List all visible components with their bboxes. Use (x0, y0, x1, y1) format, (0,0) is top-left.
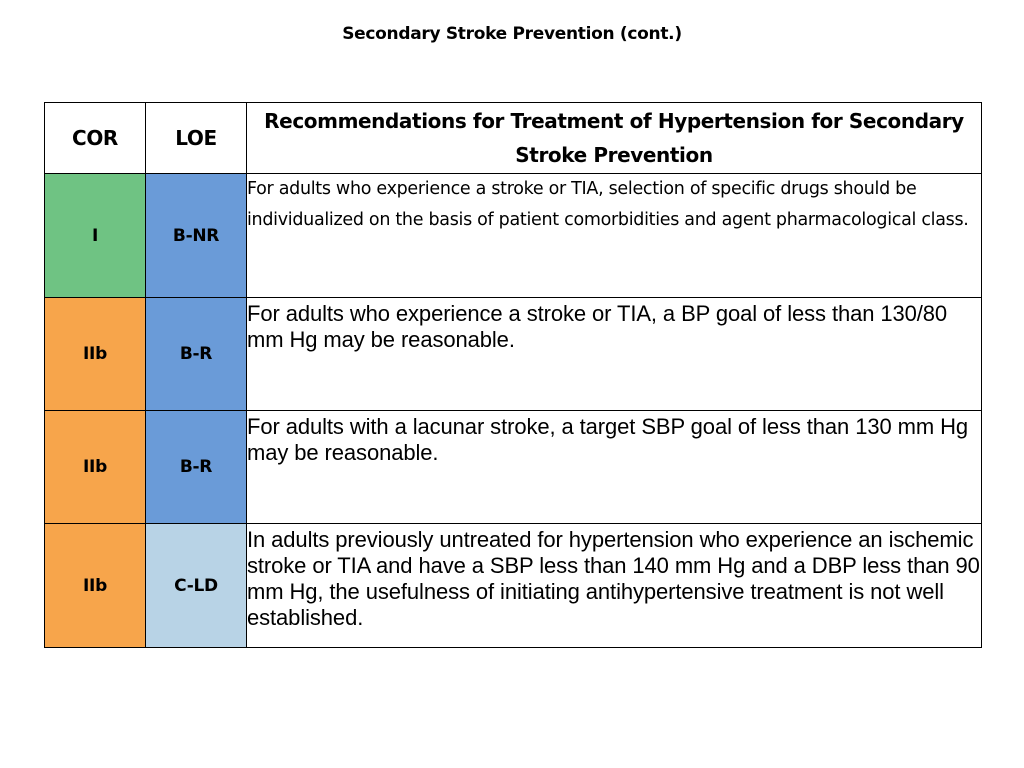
recommendation-text: For adults who experience a stroke or TIA, a BP goal of less than 130/80 mm Hg may be reasonable. (247, 301, 948, 352)
header-loe: LOE (146, 103, 247, 174)
loe-cell: B-R (146, 411, 247, 524)
cor-cell: IIb (45, 524, 146, 648)
cor-cell: IIb (45, 411, 146, 524)
recommendation-text: For adults who experience a stroke or TIA, selection of specific drugs should be individualized on the basis of patient comorbidities and agent pharmacological class. (247, 179, 969, 230)
recommendation-cell (247, 298, 982, 411)
table-row (45, 174, 982, 298)
loe-cell: C-LD (146, 524, 247, 648)
recommendations-table (44, 102, 982, 648)
table-row (45, 298, 982, 411)
table-row (45, 524, 982, 648)
table-row (45, 411, 982, 524)
recommendation-cell (247, 524, 982, 648)
loe-cell: B-NR (146, 174, 247, 298)
recommendation-text: For adults with a lacunar stroke, a target SBP goal of less than 130 mm Hg may be reasonable. (247, 414, 969, 465)
recommendation-cell (247, 411, 982, 524)
cor-cell: I (45, 174, 146, 298)
cor-cell: IIb (45, 298, 146, 411)
recommendation-text: In adults previously untreated for hypertension who experience an ischemic stroke or TIA and have a SBP less than 140 mm Hg and a DBP less than 90 mm Hg, the usefulness of initiating antihypertensive treatment is not well established. (247, 527, 980, 630)
recommendation-cell (247, 174, 982, 298)
header-recommendation: Recommendations for Treatment of Hypertension for Secondary Stroke Prevention (247, 103, 982, 174)
loe-cell: B-R (146, 298, 247, 411)
slide-title: Secondary Stroke Prevention (cont.) (342, 24, 682, 44)
header-cor: COR (45, 103, 146, 174)
table-header-row (45, 103, 982, 174)
